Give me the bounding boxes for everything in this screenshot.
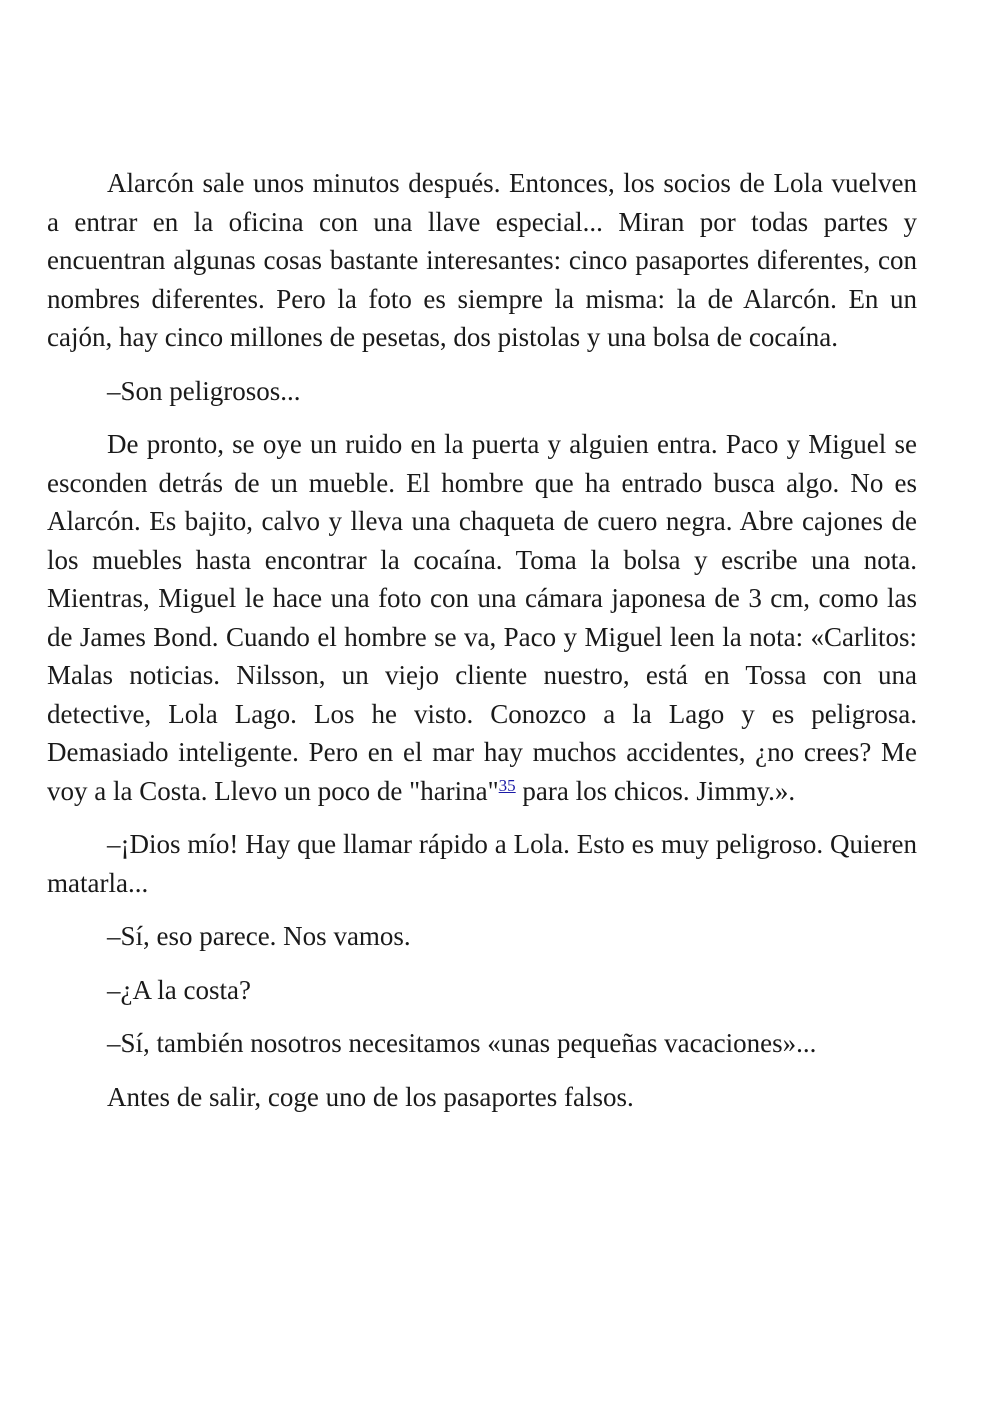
- footnote-link[interactable]: 35: [498, 775, 516, 795]
- paragraph-dios-mio: –¡Dios mío! Hay que llamar rápido a Lola. Esto es muy peligroso. Quieren matarla...: [47, 829, 917, 898]
- document-body: [47, 164, 917, 1131]
- paragraph-de-pronto: [47, 425, 917, 810]
- paragraph-de-pronto-text-end: para los chicos. Jimmy.».: [515, 775, 796, 806]
- paragraph-de-pronto-text: De pronto, se oye un ruido en la puerta y alguien entra. Paco y Miguel se esconden detrás de un mueble. El hombre que ha entrado busca algo. No es Alarcón. Es bajito, calvo y lleva una chaqueta de cuero negra. Abre cajones de los muebles hasta encontrar la cocaína. Toma la bolsa y escribe una nota. Mientras, Miguel le hace una foto con una cámara japonesa de 3 cm, como las de James Bond. Cuando el hombre se va, Paco y Miguel leen la nota: «Carlitos: Malas noticias. Nilsson, un viejo cliente nuestro, está en Tossa con una detective, Lola Lago. Los he visto. Conozco a la Lago y es peligrosa. Demasiado inteligente. Pero en el mar hay muchos accidentes, ¿no crees? Me voy a la Costa. Llevo un poco de "harina": [47, 429, 917, 806]
- paragraph-a-la-costa: –¿A la costa?: [107, 974, 251, 1005]
- paragraph-vacaciones: –Sí, también nosotros necesitamos «unas pequeñas vacaciones»...: [107, 1028, 817, 1058]
- paragraph-alarcon-sale: Alarcón sale unos minutos después. Entonces, los socios de Lola vuelven a entrar en la oficina con una llave especial... Miran por todas partes y encuentran algunas cosas bastante interesantes: cinco pasaportes diferentes, con nombres diferentes. Pero la foto es siempre la misma: la de Alarcón. En un cajón, hay cinco millones de pesetas, dos pistolas y una bolsa de cocaína.: [47, 168, 917, 352]
- paragraph-antes-de-salir: Antes de salir, coge uno de los pasaportes falsos.: [107, 1081, 634, 1112]
- paragraph-son-peligrosos: –Son peligrosos...: [107, 375, 301, 406]
- paragraph-eso-parece: –Sí, eso parece. Nos vamos.: [107, 921, 411, 951]
